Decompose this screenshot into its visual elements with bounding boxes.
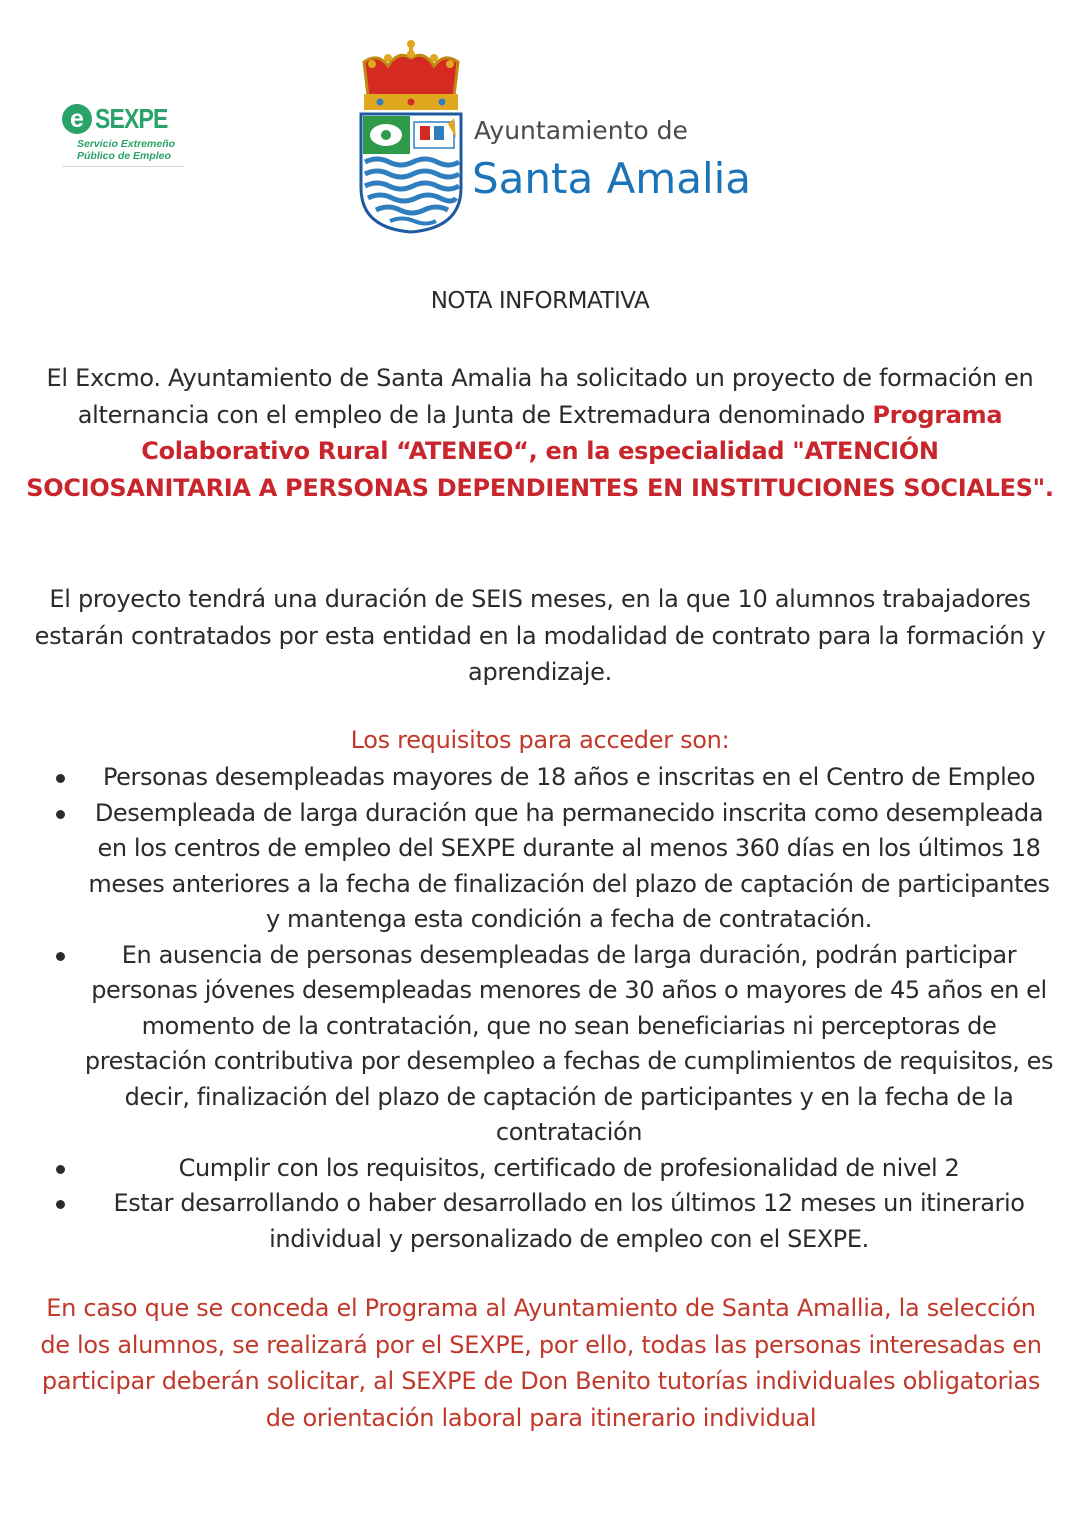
sexpe-logo-line1: Servicio Extremeño (77, 138, 176, 150)
page-title: NOTA INFORMATIVA (430, 288, 650, 314)
sexpe-logo-line2: Público de Empleo (77, 150, 171, 162)
bullet-icon (56, 1200, 65, 1209)
list-item (40, 760, 1060, 796)
list-item (40, 938, 1060, 1151)
bullet-icon (56, 810, 65, 819)
intro-paragraph (26, 360, 1054, 506)
municipality-name: Santa Amalia (472, 154, 752, 203)
sexpe-logo (62, 104, 186, 167)
list-item (40, 796, 1060, 938)
requirements-list (40, 760, 1060, 1257)
closing-paragraph: En caso que se conceda el Programa al Ayuntamiento de Santa Amallia, la selección de los alumnos, se realizará por el SEXPE, por ello, todas las personas interesadas en participar deberán solicitar, al SEXPE de Don Benito tutorías individuales obligatorias de orientación laboral para itinerario individual (40, 1294, 1042, 1432)
requirement-text: Cumplir con los requisitos, certificado de profesionalidad de nivel 2 (178, 1153, 960, 1182)
intro-text: El Excmo. Ayuntamiento de Santa Amalia ha solicitado un proyecto de formación en alternancia con el empleo de la Junta de Extremadura denominado (46, 364, 1034, 429)
requirement-text: Personas desempleadas mayores de 18 años e inscritas en el Centro de Empleo (102, 763, 1036, 791)
requirement-text: Estar desarrollando o haber desarrollado en los últimos 12 meses un itinerario individual y personalizado de empleo con el SEXPE. (113, 1189, 1025, 1253)
requirement-text: Desempleada de larga duración que ha permanecido inscrita como desempleada en los centros de empleo del SEXPE durante al menos 360 días en los últimos 18 meses anteriores a la fecha de finalización del plazo de captación de participantes y mantenga esta condición a fecha de contratación. (88, 798, 1050, 933)
program-name-highlight: Programa Colaborativo Rural “ATENEO“, en la especialidad "ATENCIÓN SOCIOSANITARIA A PERSONAS DEPENDIENTES EN INSTITUCIONES SOCIALES". (26, 400, 1054, 502)
requirement-text: En ausencia de personas desempleadas de larga duración, podrán participar personas jóvenes desempleadas menores de 30 años o mayores de 45 años en el momento de la contratación, que no sean beneficiarias ni perceptoras de prestación contributiva por desempleo a fechas de cumplimientos de requisitos, es decir, finalización del plazo de captación de participantes y en la fecha de la contratación (84, 940, 1054, 1146)
list-item (40, 1151, 1060, 1187)
coat-of-arms-icon (358, 38, 464, 234)
duration-paragraph: El proyecto tendrá una duración de SEIS meses, en la que 10 alumnos trabajadores estarán contratados por esta entidad en la modalidad de contrato para la formación y aprendizaje. (34, 585, 1046, 686)
requirements-heading: Los requisitos para acceder son: (350, 726, 730, 754)
bullet-icon (56, 952, 65, 961)
ayuntamiento-label: Ayuntamiento de (474, 116, 688, 145)
sexpe-logo-name: SEXPE (95, 103, 168, 134)
bullet-icon (56, 774, 65, 783)
sexpe-logo-rule (62, 166, 184, 167)
bullet-icon (56, 1165, 65, 1174)
list-item (40, 1186, 1060, 1257)
sexpe-e-icon: e (62, 104, 92, 134)
